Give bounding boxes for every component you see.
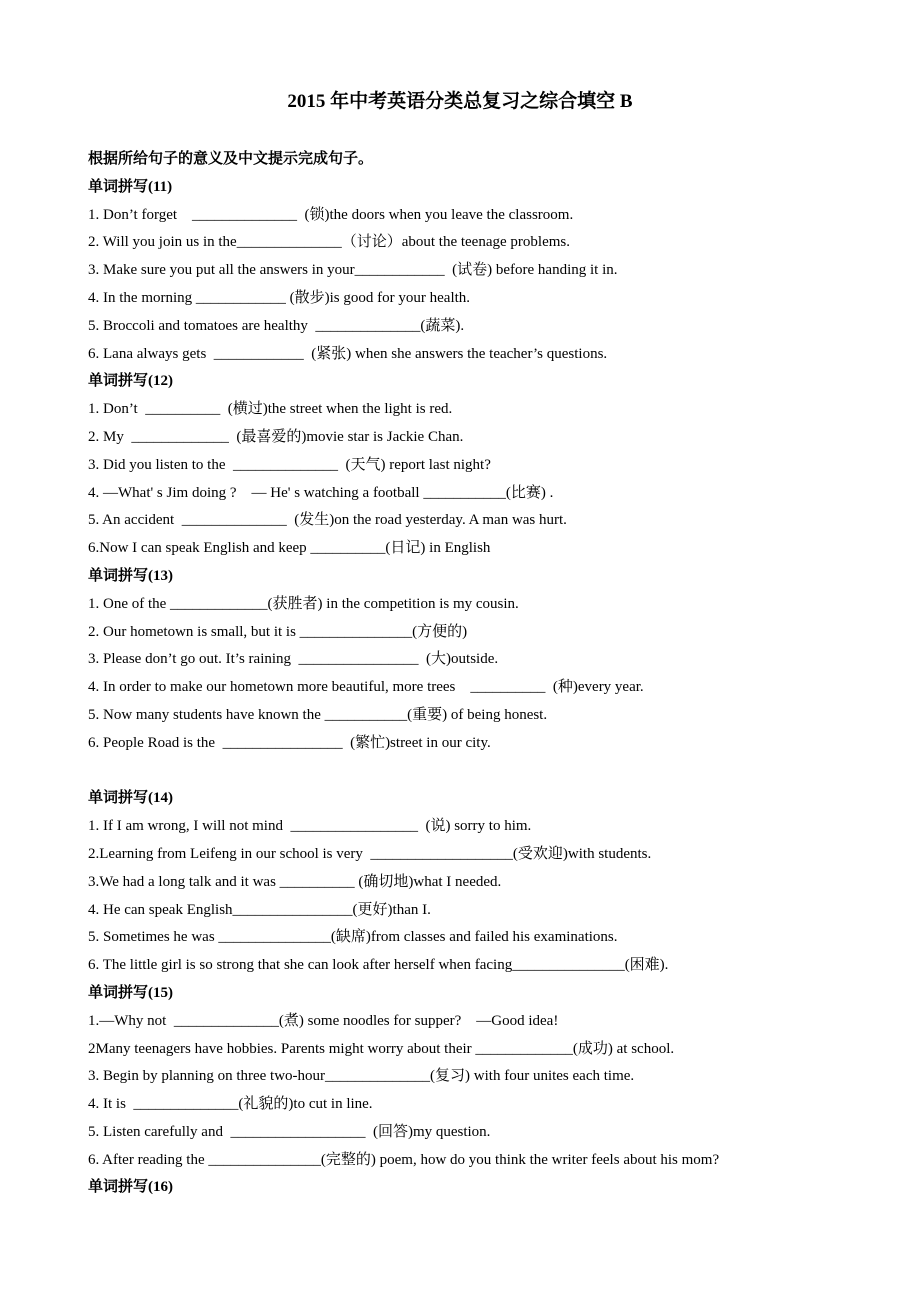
exercise-item: 3. Did you listen to the ______________ (天气) report last night?: [88, 456, 491, 473]
exercise-item: 1. If I am wrong, I will not mind _________________ (说) sorry to him.: [88, 818, 532, 835]
exercise-item: 6. Lana always gets ____________ (紧张) when she answers the teacher’s questions.: [88, 345, 608, 362]
exercise-item: 5. An accident ______________ (发生)on the road yesterday. A man was hurt.: [88, 512, 567, 529]
exercise-item: 6. The little girl is so strong that she can look after herself when facing_______________(困难).: [88, 957, 669, 974]
exercise-item: 3. Make sure you put all the answers in your____________ (试卷) before handing it in.: [88, 262, 618, 279]
exercise-item: 6.Now I can speak English and keep __________(日记) in English: [88, 540, 491, 557]
exercise-item: 3. Please don’t go out. It’s raining ________________ (大)outside.: [88, 651, 499, 668]
exercise-item: 6. After reading the _______________(完整的) poem, how do you think the writer feels about his mom?: [88, 1151, 720, 1168]
exercise-item: 5. Sometimes he was _______________(缺席)from classes and failed his examinations.: [88, 929, 618, 946]
exercise-item: 2Many teenagers have hobbies. Parents might worry about their _____________(成功) at school.: [88, 1040, 675, 1057]
exercise-item: 1. One of the _____________(获胜者) in the competition is my cousin.: [88, 595, 519, 612]
exercise-item: 3. Begin by planning on three two-hour______________(复习) with four unites each time.: [88, 1068, 635, 1085]
section-heading: 单词拼写(14): [88, 790, 173, 807]
exercise-item: 4. In the morning ____________ (散步)is good for your health.: [88, 289, 471, 306]
exercise-item: 5. Broccoli and tomatoes are healthy ______________(蔬菜).: [88, 317, 465, 334]
section-heading: 单词拼写(13): [88, 567, 173, 584]
exercise-item: 2.Learning from Leifeng in our school is very ___________________(受欢迎)with students.: [88, 845, 652, 862]
exercise-item: 2. My _____________ (最喜爱的)movie star is Jackie Chan.: [88, 428, 464, 445]
instruction: 根据所给句子的意义及中文提示完成句子。: [88, 151, 374, 167]
section-heading: 单词拼写(11): [88, 178, 173, 195]
exercise-item: 1.—Why not ______________(煮) some noodles for supper? —Good idea!: [88, 1012, 559, 1029]
exercise-item: 2. Our hometown is small, but it is _______________(方便的): [88, 623, 468, 640]
exercise-item: 1. Don’t forget ______________ (锁)the doors when you leave the classroom.: [88, 206, 574, 223]
exercise-item: 4. In order to make our hometown more beautiful, more trees __________ (种)every year.: [88, 679, 644, 696]
exercise-item: 1. Don’t __________ (横过)the street when the light is red.: [88, 401, 453, 418]
exercise-item: 5. Now many students have known the ___________(重要) of being honest.: [88, 706, 548, 723]
exercise-item: 4. —What' s Jim doing ? — He' s watching a football ___________(比赛) .: [88, 484, 554, 501]
exercise-item: 2. Will you join us in the______________（讨论）about the teenage problems.: [88, 234, 570, 251]
spacer: [88, 758, 888, 786]
exercise-item: 3.We had a long talk and it was __________ (确切地)what I needed.: [88, 873, 502, 890]
exercise-item: 5. Listen carefully and __________________ (回答)my question.: [88, 1123, 491, 1140]
exercise-item: 4. He can speak English________________(更好)than I.: [88, 901, 431, 918]
exercise-item: 4. It is ______________(礼貌的)to cut in line.: [88, 1096, 373, 1113]
exercise-item: 6. People Road is the ________________ (繁忙)street in our city.: [88, 734, 491, 751]
page-title: 2015 年中考英语分类总复习之综合填空 B: [287, 91, 633, 112]
section-heading: 单词拼写(15): [88, 984, 173, 1001]
section-heading: 单词拼写(12): [88, 373, 173, 390]
document-body: [88, 146, 888, 1202]
section-heading: 单词拼写(16): [88, 1179, 173, 1196]
